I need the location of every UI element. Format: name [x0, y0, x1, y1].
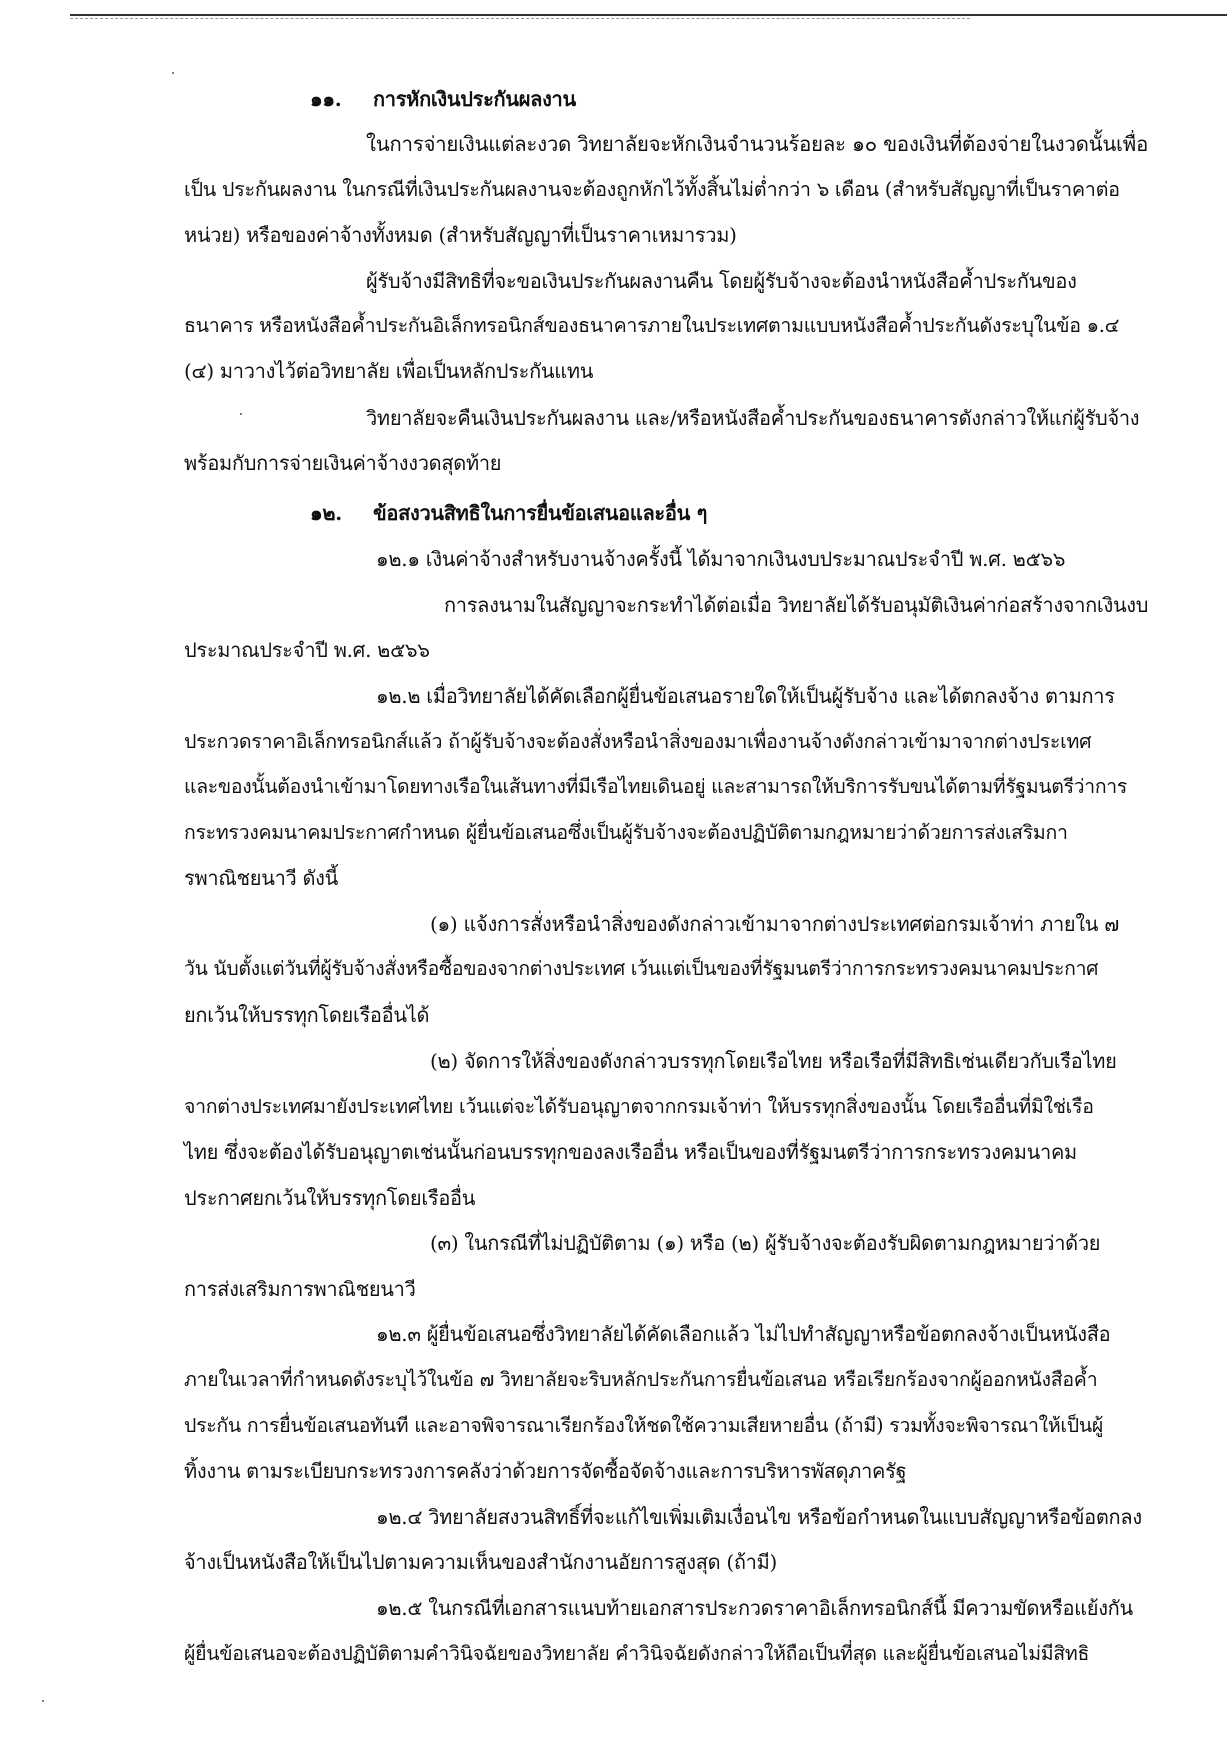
- section-11-line: ธนาคาร หรือหนังสือค้ำประกันอิเล็กทรอนิกส์ของธนาคารภายในประเทศตามแบบหนังสือค้ำประกันดังระบุในข้อ ๑.๔: [184, 314, 1120, 337]
- section-12-line: ๑๒.๔ วิทยาลัยสงวนสิทธิ์ที่จะแก้ไขเพิ่มเติมเงื่อนไข หรือข้อกำหนดในแบบสัญญาหรือข้อตกลง: [376, 1505, 1142, 1529]
- scan-speck: [240, 413, 242, 415]
- section-12-line: ๑๒.๓ ผู้ยื่นข้อเสนอซึ่งวิทยาลัยได้คัดเลือกแล้ว ไม่ไปทำสัญญาหรือข้อตกลงจ้างเป็นหนังสือ: [376, 1322, 1111, 1346]
- section-12-line: ๑๒.๑ เงินค่าจ้างสำหรับงานจ้างครั้งนี้ ได้มาจากเงินงบประมาณประจำปี พ.ศ. ๒๕๖๖: [376, 547, 1066, 571]
- section-11-line: (๔) มาวางไว้ต่อวิทยาลัย เพื่อเป็นหลักประกันแทน: [184, 359, 594, 383]
- section-11-line: ในการจ่ายเงินแต่ละงวด วิทยาลัยจะหักเงินจำนวนร้อยละ ๑๐ ของเงินที่ต้องจ่ายในงวดนั้นเพื่อ: [366, 132, 1148, 156]
- section-12-line: และของนั้นต้องนำเข้ามาโดยทางเรือในเส้นทางที่มีเรือไทยเดินอยู่ และสามารถให้บริการรับขนได้ตามที่รัฐมนตรีว่าการ: [184, 775, 1128, 798]
- section-11-line: เป็น ประกันผลงาน ในกรณีที่เงินประกันผลงานจะต้องถูกหักไว้ทั้งสิ้นไม่ต่ำกว่า ๖ เดือน (สำหรับสัญญาที่เป็นราคาต่อ: [184, 178, 1120, 201]
- section-11-line: พร้อมกับการจ่ายเงินค่าจ้างงวดสุดท้าย: [184, 451, 502, 475]
- section-12-line: ๑๒.๒ เมื่อวิทยาลัยได้คัดเลือกผู้ยื่นข้อเสนอรายใดให้เป็นผู้รับจ้าง และได้ตกลงจ้าง ตามการ: [376, 684, 1115, 708]
- section-12-line: จ้างเป็นหนังสือให้เป็นไปตามความเห็นของสำนักงานอัยการสูงสุด (ถ้ามี): [184, 1550, 777, 1574]
- top-border-line: [70, 14, 1227, 16]
- section-11-number: ๑๑.: [310, 87, 342, 111]
- section-12-line: การลงนามในสัญญาจะกระทำได้ต่อเมื่อ วิทยาลัยได้รับอนุมัติเงินค่าก่อสร้างจากเงินงบ: [444, 593, 1149, 617]
- section-12-heading: ข้อสงวนสิทธิในการยื่นข้อเสนอและอื่น ๆ: [373, 501, 708, 525]
- section-12-line: ประมาณประจำปี พ.ศ. ๒๕๖๖: [184, 638, 430, 662]
- section-12-line: ผู้ยื่นข้อเสนอจะต้องปฏิบัติตามคำวินิจฉัยของวิทยาลัย คำวินิจฉัยดังกล่าวให้ถือเป็นที่สุด และผู้ยื่นข้อเสนอไม่มีสิทธิ: [184, 1642, 1090, 1665]
- section-11-heading: การหักเงินประกันผลงาน: [373, 87, 576, 111]
- section-12-number: ๑๒.: [310, 501, 342, 525]
- section-11-line: ผู้รับจ้างมีสิทธิที่จะขอเงินประกันผลงานคืน โดยผู้รับจ้างจะต้องนำหนังสือค้ำประกันของ: [366, 269, 1077, 293]
- section-12-line: ยกเว้นให้บรรทุกโดยเรืออื่นได้: [184, 1003, 430, 1027]
- section-12-line: (๑) แจ้งการสั่งหรือนำสิ่งของดังกล่าวเข้ามาจากต่างประเทศต่อกรมเจ้าท่า ภายใน ๗: [430, 912, 1119, 936]
- section-12-line: ภายในเวลาที่กำหนดดังระบุไว้ในข้อ ๗ วิทยาลัยจะริบหลักประกันการยื่นข้อเสนอ หรือเรียกร้องจากผู้ออกหนังสือค้ำ: [184, 1368, 1098, 1391]
- section-12-line: กระทรวงคมนาคมประกาศกำหนด ผู้ยื่นข้อเสนอซึ่งเป็นผู้รับจ้างจะต้องปฏิบัติตามกฎหมายว่าด้วยการส่งเสริมกา: [184, 821, 1068, 844]
- section-12-line: การส่งเสริมการพาณิชยนาวี: [184, 1277, 416, 1301]
- top-dashed-line: [70, 18, 970, 19]
- section-12-line: ประกัน การยื่นข้อเสนอทันที และอาจพิจารณาเรียกร้องให้ชดใช้ความเสียหายอื่น (ถ้ามี) รวมทั้งจะพิจารณาให้เป็นผู้: [184, 1414, 1104, 1437]
- section-11-line: วิทยาลัยจะคืนเงินประกันผลงาน และ/หรือหนังสือค้ำประกันของธนาคารดังกล่าวให้แก่ผู้รับจ้าง: [366, 406, 1140, 430]
- section-12-line: ประกวดราคาอิเล็กทรอนิกส์แล้ว ถ้าผู้รับจ้างจะต้องสั่งหรือนำสิ่งของมาเพื่องานจ้างดังกล่าวเข้ามาจากต่างประเทศ: [184, 730, 1092, 753]
- section-12-line: (๓) ในกรณีที่ไม่ปฏิบัติตาม (๑) หรือ (๒) ผู้รับจ้างจะต้องรับผิดตามกฎหมายว่าด้วย: [430, 1231, 1101, 1255]
- section-12-line: ไทย ซึ่งจะต้องได้รับอนุญาตเช่นนั้นก่อนบรรทุกของลงเรืออื่น หรือเป็นของที่รัฐมนตรีว่าการกระทรวงคมนาคม: [184, 1140, 1077, 1164]
- section-12-line: วัน นับตั้งแต่วันที่ผู้รับจ้างสั่งหรือซื้อของจากต่างประเทศ เว้นแต่เป็นของที่รัฐมนตรีว่าการกระทรวงคมนาคมประกาศ: [184, 957, 1099, 980]
- section-12-line: รพาณิชยนาวี ดังนี้: [184, 866, 339, 890]
- section-12-line: ประกาศยกเว้นให้บรรทุกโดยเรืออื่น: [184, 1186, 476, 1210]
- scan-speck: [172, 72, 174, 74]
- scan-speck: [42, 1700, 44, 1702]
- section-12-line: จากต่างประเทศมายังประเทศไทย เว้นแต่จะได้รับอนุญาตจากกรมเจ้าท่า ให้บรรทุกสิ่งของนั้น โดยเรืออื่นที่มิใช่เรือ: [184, 1095, 1094, 1118]
- section-12-line: ๑๒.๕ ในกรณีที่เอกสารแนบท้ายเอกสารประกวดราคาอิเล็กทรอนิกส์นี้ มีความขัดหรือแย้งกัน: [376, 1596, 1133, 1620]
- section-12-line: (๒) จัดการให้สิ่งของดังกล่าวบรรทุกโดยเรือไทย หรือเรือที่มีสิทธิเช่นเดียวกับเรือไทย: [430, 1049, 1117, 1073]
- section-11-line: หน่วย) หรือของค่าจ้างทั้งหมด (สำหรับสัญญาที่เป็นราคาเหมารวม): [184, 223, 737, 247]
- section-12-line: ทิ้งงาน ตามระเบียบกระทรวงการคลังว่าด้วยการจัดซื้อจัดจ้างและการบริหารพัสดุภาครัฐ: [184, 1459, 907, 1483]
